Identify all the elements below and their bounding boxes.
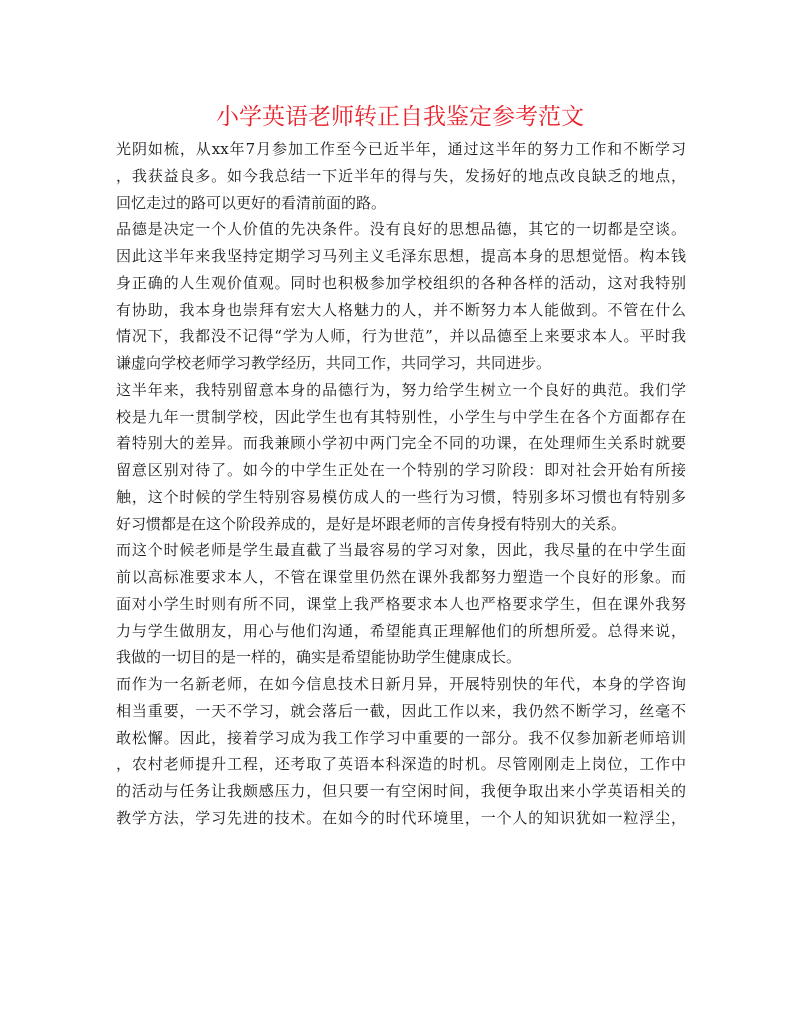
body-line: 力与学生做朋友，用心与他们沟通，希望能真正理解他们的所想所爱。总得来说， bbox=[116, 621, 686, 640]
body-line: 我做的一切目的是一样的，确实是希望能协助学生健康成长。 bbox=[116, 648, 522, 667]
body-line: 敢松懈。因此，接着学习成为我工作学习中重要的一部分。我不仅参加新老师培训 bbox=[116, 728, 686, 747]
body-line: ，我获益良多。如今我总结一下近半年的得与失，发扬好的地点改良缺乏的地点， bbox=[116, 166, 686, 185]
body-line: 好习惯都是在这个阶段养成的，是好是坏跟老师的言传身授有特别大的关系。 bbox=[116, 514, 627, 533]
body-line: 触，这个时候的学生特别容易模仿成人的一些行为习惯，特别多坏习惯也有特别多 bbox=[116, 487, 686, 506]
document-title: 小学英语老师转正自我鉴定参考范文 bbox=[216, 104, 584, 130]
body-line: 而这个时候老师是学生最直截了当最容易的学习对象，因此，我尽量的在中学生面 bbox=[116, 541, 686, 560]
body-line: 的活动与任务让我颇感压力，但只要一有空闲时间，我便争取出来小学英语相关的 bbox=[116, 782, 686, 800]
body-line: 着特别大的差异。而我兼顾小学初中两门完全不同的功课，在处理师生关系时就要 bbox=[116, 434, 686, 453]
document-body bbox=[116, 136, 686, 832]
body-line: ，农村老师提升工程，还考取了英语本科深造的时机。尽管刚刚走上岗位，工作中 bbox=[116, 755, 686, 774]
body-line: 品德是决定一个人价值的先决条件。没有良好的思想品德，其它的一切都是空谈。 bbox=[116, 220, 686, 239]
body-line: 谦虚向学校老师学习教学经历，共同工作，共同学习，共同进步。 bbox=[116, 354, 552, 372]
body-line: 面对小学生时则有所不同，课堂上我严格要求本人也严格要求学生，但在课外我努 bbox=[116, 594, 686, 613]
body-line: 留意区别对待了。如今的中学生正处在一个特别的学习阶段：即对社会开始有所接 bbox=[116, 461, 686, 479]
body-line: 校是九年一贯制学校，因此学生也有其特别性，小学生与中学生在各个方面都存在 bbox=[116, 407, 686, 426]
body-line: 光阴如梳，从xx年7月参加工作至今已近半年，通过这半年的努力工作和不断学习 bbox=[116, 140, 686, 158]
body-line: 教学方法，学习先进的技术。在如今的时代环境里，一个人的知识犹如一粒浮尘， bbox=[116, 808, 686, 827]
body-line: 相当重要，一天不学习，就会落后一截，因此工作以来，我仍然不断学习，丝毫不 bbox=[116, 701, 686, 720]
body-line: 前以高标准要求本人，不管在课堂里仍然在课外我都努力塑造一个良好的形象。而 bbox=[116, 568, 686, 586]
body-line: 回忆走过的路可以更好的看清前面的路。 bbox=[116, 193, 387, 212]
body-line: 因此这半年来我坚持定期学习马列主义毛泽东思想，提高本身的思想觉悟。构本钱 bbox=[116, 247, 686, 265]
body-line: 情况下，我都没不记得“学为人师，行为世范”，并以品德至上来要求本人。平时我 bbox=[116, 327, 686, 346]
body-line: 有协助，我本身也崇拜有宏大人格魅力的人，并不断努力本人能做到。不管在什么 bbox=[116, 300, 686, 319]
body-line: 这半年来，我特别留意本身的品德行为，努力给学生树立一个良好的典范。我们学 bbox=[116, 380, 686, 399]
body-line: 身正确的人生观价值观。同时也积极参加学校组织的各种各样的活动，这对我特别 bbox=[116, 273, 686, 292]
body-line: 而作为一名新老师，在如今信息技术日新月异，开展特别快的年代，本身的学咨询 bbox=[116, 675, 686, 693]
